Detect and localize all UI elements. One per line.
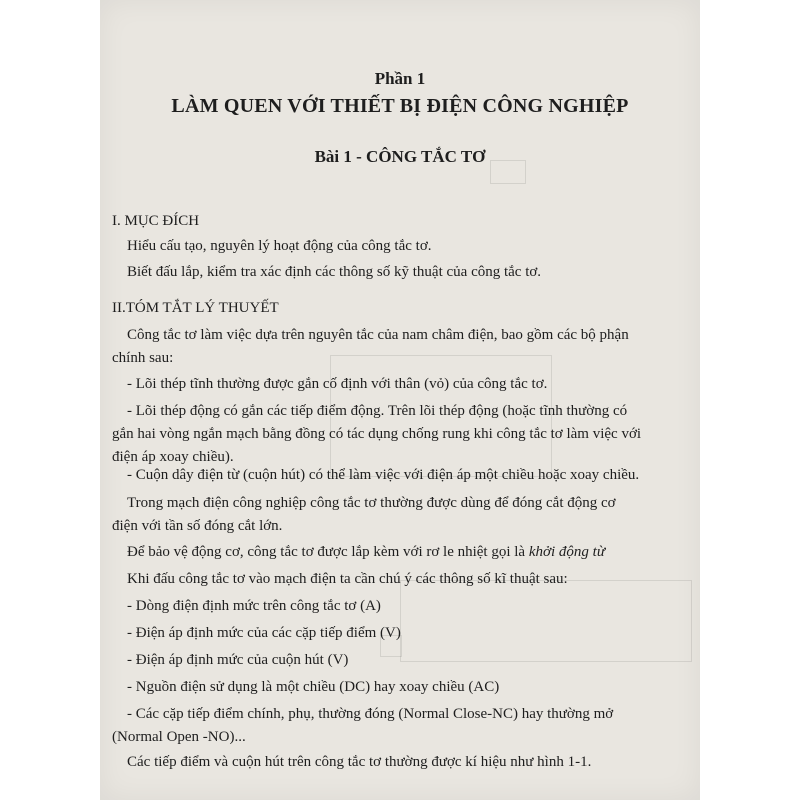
param-item: - Điện áp định mức của các cặp tiếp điểm (V) — [127, 625, 401, 641]
part-heading: Phần 1 — [374, 69, 426, 88]
param-item-cont: (Normal Open -NO)... — [112, 729, 246, 745]
section2-intro-line: Công tắc tơ làm việc dựa trên nguyên tắc của nam châm điện, bao gồm các bộ phận — [127, 327, 629, 343]
component-item: - Lõi thép động có gắn các tiếp điểm động. Trên lõi thép động (hoặc tĩnh thường có — [127, 403, 628, 419]
params-intro: Khi đấu công tắc tơ vào mạch điện ta cần chú ý các thông số kĩ thuật sau: — [127, 571, 568, 587]
protection-term: khởi động từ — [528, 544, 606, 560]
book-page — [100, 0, 700, 800]
component-item-cont: gắn hai vòng ngắn mạch bằng đồng có tác dụng chống rung khi công tắc tơ làm việc với — [112, 426, 642, 442]
closing-line: Các tiếp điểm và cuộn hút trên công tắc tơ thường được kí hiệu như hình 1-1. — [127, 754, 592, 770]
param-item: - Điện áp định mức của cuộn hút (V) — [127, 652, 349, 668]
lesson-title: Bài 1 - CÔNG TẮC TƠ — [314, 147, 486, 166]
section1-line: Hiểu cấu tạo, nguyên lý hoạt động của công tắc tơ. — [127, 238, 432, 254]
protection-text: Để bảo vệ động cơ, công tắc tơ được lắp kèm với rơ le nhiệt gọi là — [127, 544, 529, 560]
page-content — [100, 0, 700, 800]
param-item: - Dòng điện định mức trên công tắc tơ (A) — [127, 598, 381, 614]
component-item-cont: điện áp xoay chiều). — [112, 449, 234, 465]
section1-line: Biết đấu lắp, kiểm tra xác định các thông số kỹ thuật của công tắc tơ. — [127, 264, 542, 280]
section1-heading: I. MỤC ĐÍCH — [112, 213, 200, 229]
param-item: - Các cặp tiếp điểm chính, phụ, thường đóng (Normal Close-NC) hay thường mở — [127, 706, 614, 722]
param-item: - Nguồn điện sử dụng là một chiều (DC) hay xoay chiều (AC) — [127, 679, 500, 695]
usage-line: Trong mạch điện công nghiệp công tắc tơ thường được dùng để đóng cắt động cơ — [127, 495, 616, 511]
section2-intro-line: chính sau: — [112, 350, 174, 366]
protection-line — [127, 543, 605, 561]
usage-line: điện với tần số đóng cắt lớn. — [112, 518, 283, 534]
component-item: - Cuộn dây điện từ (cuộn hút) có thể làm việc với điện áp một chiều hoặc xoay chiều. — [127, 467, 640, 483]
component-item: - Lõi thép tĩnh thường được gắn cố định với thân (vỏ) của công tắc tơ. — [127, 376, 548, 392]
section2-heading: II.TÓM TẮT LÝ THUYẾT — [112, 300, 279, 316]
chapter-title: LÀM QUEN VỚI THIẾT BỊ ĐIỆN CÔNG NGHIỆP — [171, 95, 629, 117]
